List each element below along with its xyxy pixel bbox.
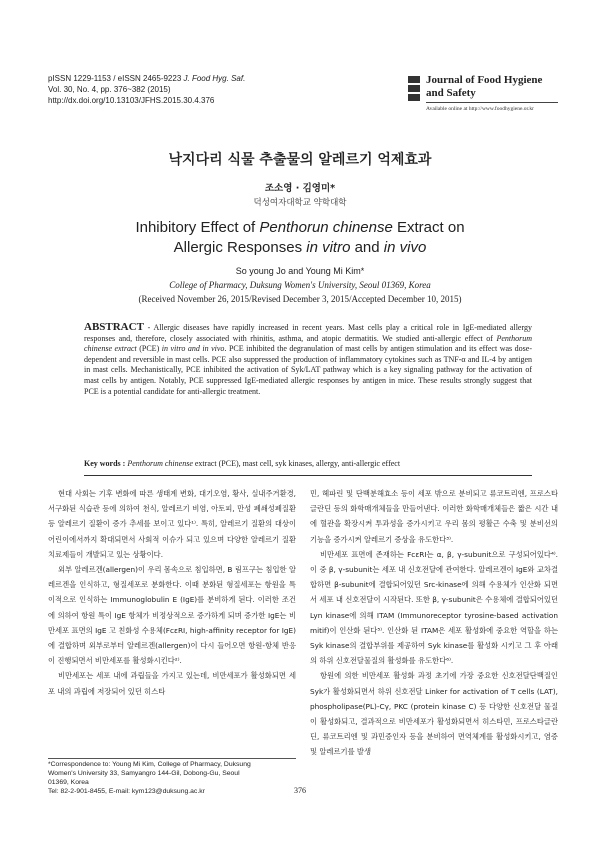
journal-logo-icon [408,76,420,102]
body-column-right [310,486,558,760]
journal-divider [426,102,558,103]
title-italic: in vivo [383,239,427,256]
title-italic: in vitro [306,239,351,256]
issn-line: pISSN 1229-1153 / eISSN 2465-9223 [48,74,184,83]
journal-abbrev: J. Food Hyg. Saf. [183,74,246,83]
abstract-divider [84,475,532,476]
page-number: 376 [294,786,306,795]
keywords-label: Key words : [84,459,128,468]
journal-title-line2: and Safety [426,87,476,99]
korean-affiliation: 덕성여자대학교 약학대학 [253,198,347,208]
abstract-text: . PCE inhibited the degranulation of mast cells by antigen stimulation and its effect was dose-dependent and reversible in mast cells. PCE also suppressed the production of inflammatory cytokines such as TNF-α and IL-4 by antigen in mast cells. Mechanistically, PCE inhibited the activation of Syk/LAT pathway which is a key signaling pathway for the activation of mast cells by antigen. Notably, PCE suppressed IgE-mediated allergic responses by antigen in mice. These results strongly suggest that PCE is a potential candidate for anti-allergic treatment. [84,344,532,396]
english-title [0,218,600,258]
correspondence-text: *Correspondence to: Young Mi Kim, College of Pharmacy, Duksung Women's University 33, Samyangro 144-Gil, Dobong-Gu, Seoul 01369, Korea [48,761,251,786]
journal-title-line1: Journal of Food Hygiene [426,74,543,86]
abstract-text: (PCE) [136,344,162,354]
body-paragraph: 비만세포 표면에 존재하는 FcεRI는 α, β, γ-subunit으로 구성되어있다⁴⁾. 이 중 β, γ-subunit는 세포 내 신호전달에 관여한다. 알레르겐이 IgE와 교차결합하면 β-subunit에 결합되어있던 Src-kinase에 의해 수용체가 인산화 되면서 세포 내 신호전달이 시작된다. 또한 β, γ-subunit은 수용체에 결합되어있던 Lyn kinase에 의해 ITAM (Immunoreceptor tyrosine-based activation mitif)이 인산화 된다⁵⁾. 인산화 된 ITAM은 세포 활성화에 중요한 역할을 하는 Syk kinase의 결합부위를 제공하여 Syk kinase를 활성화 시키고 그 후 아래의 하위 신호전달물질의 활성화를 유도한다⁶⁾. [310,549,558,666]
english-authors: So young Jo and Young Mi Kim* [235,266,365,276]
journal-website[interactable]: Available online at http://www.foodhygiene.or.kr [426,106,534,112]
journal-metadata [48,73,245,106]
journal-title [426,74,542,100]
korean-title: 낙지다리 식물 추출물의 알레르기 억제효과 [168,152,432,168]
keywords-italic: Penthorum chinense [127,459,193,468]
body-paragraph: 항원에 의한 비만세포 활성화 과정 초기에 가장 중요한 신호전달단백질인 Syk가 활성화되면서 하위 신호전달 Linker for activation of T cells (LAT), phospholipase(PL)-Cγ, PKC (protein kinase C) 등 다양한 신호전달 물질이 활성화되고, 결과적으로 비만세포가 활성화되면서 히스타민, 프로스타글란딘, 류코트리엔 및 과민증인자 등을 분비하여 면역체계를 활성화시키고, 염증 및 알레르기를 발생 [310,671,558,757]
abstract-italic: in vitro and in vivo [161,344,225,354]
abstract-text: - Allergic diseases have rapidly increased in recent years. Mast cells play a critical role in IgE-mediated allergy responses and, therefore, closely associated with rhinitis, asthma, and atopic dermatitis. We studied anti-allergic effect of [84,323,532,343]
title-part: Extract on [392,219,465,236]
volume-line: Vol. 30, No. 4, pp. 376~382 (2015) [48,85,171,94]
korean-authors: 조소영 · 김영미* [264,183,336,194]
doi-link[interactable]: http://dx.doi.org/10.13103/JFHS.2015.30.4.376 [48,96,215,105]
contact-text: Tel: 82-2-901-8455, E-mail: kym123@duksung.ac.kr [48,788,205,795]
title-species: Penthorun chinense [259,219,393,236]
body-paragraph: 외부 알레르겐(allergen)이 우리 몸속으로 침입하면, B 림프구는 침입한 알레르겐을 인식하고, 형질세포로 분화한다. 이때 분화된 형질세포는 항원을 특이적으로 인식하는 Immunoglobulin E (IgE)를 분비하게 된다. 이러한 조건에 의하여 항원 특이 IgE 항체가 비정상적으로 증가하게 되며 증가한 IgE는 비만세포 표면의 IgE 고 친화성 수용체(FcεRI, high-affinity receptor for IgE)에 결합하며 외부로부터 알레르겐(allergen)이 다시 들어오면 항원-항체 반응이 진행되면서 비만세포를 활성화시킨다²⁾. [48,565,296,666]
english-affiliation: College of Pharmacy, Duksung Women's University, Seoul 01369, Korea [169,280,431,290]
body-column-left [48,486,296,699]
keywords-text: extract (PCE), mast cell, syk kinases, allergy, anti-allergic effect [192,459,401,468]
keywords [84,459,532,468]
title-part: and [350,239,384,256]
title-part: Allergic Responses [173,239,307,256]
body-paragraph: 민, 헤파린 및 단백분해효소 등이 세포 밖으로 분비되고 류코트리엔, 프로스타글란딘 등의 화학매개체들을 만들어낸다. 이러한 화학매개체들은 짧은 시간 내에 혈관을 확장시켜 투과성을 증가시키고 우리 몸의 평활근 수축 및 분비선의 기능을 증가시켜 알레르기 증상을 유도한다³⁾. [310,489,558,544]
abstract-italic: Penthorum chinense extract [84,333,532,354]
received-dates: (Received November 26, 2015/Revised December 3, 2015/Accepted December 10, 2015) [138,294,462,304]
abstract-heading: ABSTRACT [84,321,144,333]
footnote-divider [48,758,296,759]
body-paragraph: 비만세포는 세포 내에 과립들을 가지고 있는데, 비만세포가 활성화되면 세포 내의 과립에 저장되어 있던 히스타 [48,671,296,696]
journal-logo-block [408,74,558,116]
title-part: Inhibitory Effect of [135,219,260,236]
body-paragraph: 현대 사회는 기후 변화에 따른 생태계 변화, 대기오염, 황사, 실내주거환경, 서구화된 식습관 등에 의하여 천식, 알레르기 비염, 아토피, 만성 폐쇄성폐질환 등 알레르기 질환이 증가 추세를 보이고 있다¹⁾. 특히, 알레르기 질환의 대상이 어린이에서까지 확대되면서 사회적 이슈가 되고 있으며 다양한 알레르기 질환 치료제들이 개발되고 있는 상황이다. [48,489,296,559]
abstract [84,322,532,397]
